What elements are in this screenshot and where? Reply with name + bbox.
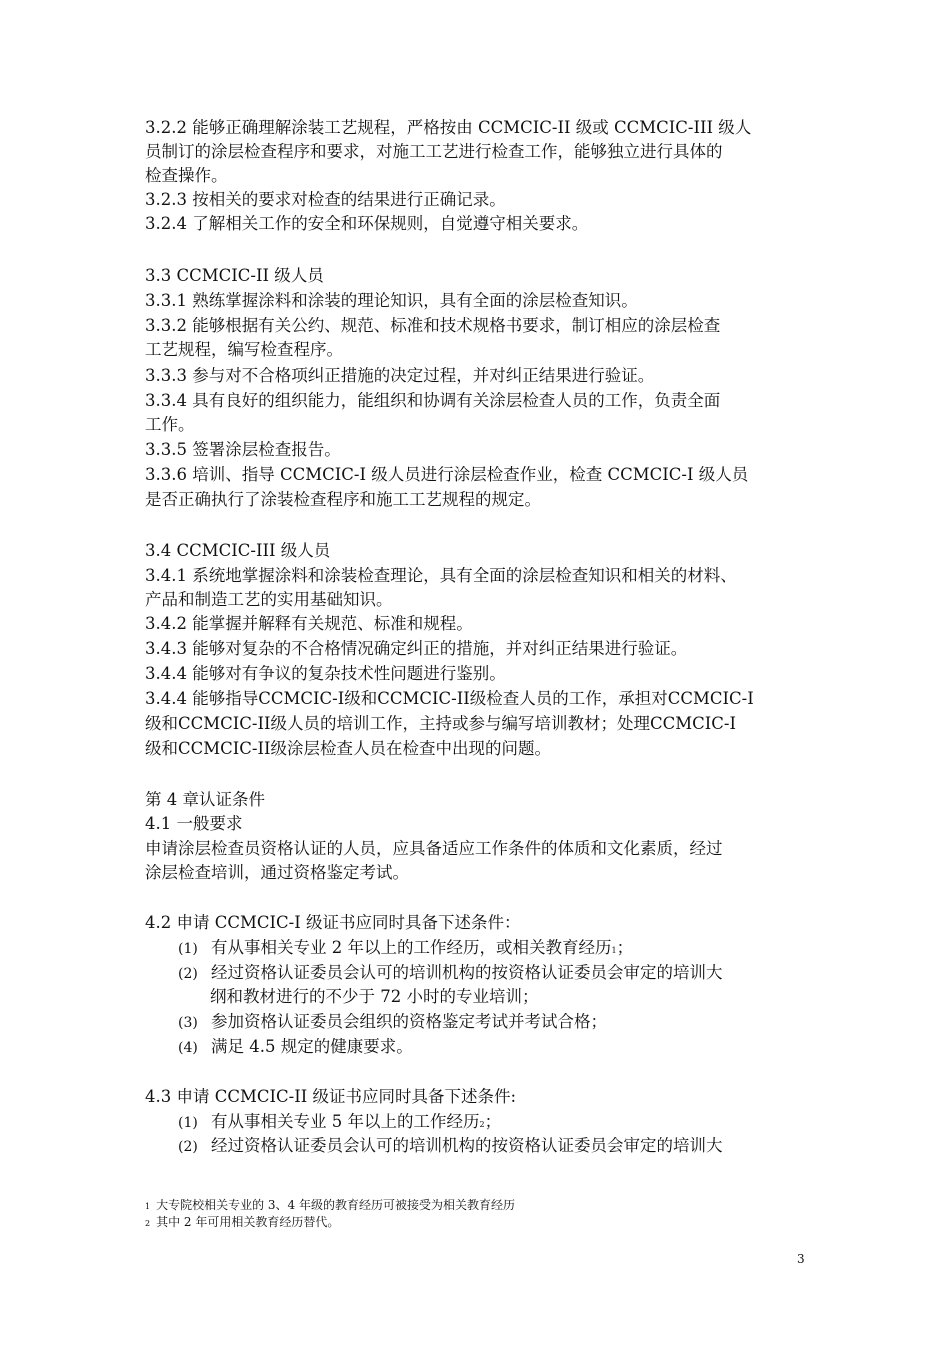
- text-line: 3.3.3 参与对不合格项纠正措施的决定过程，并对纠正结果进行验证。: [145, 366, 655, 385]
- list-item: [178, 1035, 810, 1060]
- text-line: 3.2.2 能够正确理解涂装工艺规程，严格按由 CCMCIC-II 级或 CCMCIC-III 级人: [145, 118, 752, 137]
- section-heading: 3.3 CCMCIC-II 级人员: [145, 266, 324, 285]
- section-heading: 4.3 申请 CCMCIC-II 级证书应同时具备下述条件:: [145, 1087, 517, 1106]
- list-item-continuation: 纲和教材进行的不少于 72 小时的专业培训；: [210, 987, 539, 1006]
- section-heading: 4.2 申请 CCMCIC-I 级证书应同时具备下述条件：: [145, 913, 521, 932]
- list-number: (2): [178, 966, 198, 982]
- text-line: 3.3.1 熟练掌握涂料和涂装的理论知识，具有全面的涂层检查知识。: [145, 291, 638, 310]
- footnote-mark: 2: [145, 1219, 151, 1228]
- text-line: 3.3.5 签署涂层检查报告。: [145, 440, 341, 459]
- list-text: 有从事相关专业 2 年以上的工作经历，或相关教育经历: [211, 938, 612, 957]
- chapter-heading: 第 4 章认证条件: [145, 790, 265, 809]
- text-line: 3.4.3 能够对复杂的不合格情况确定纠正的措施，并对纠正结果进行验证。: [145, 639, 688, 658]
- text-line: 3.3.4 具有良好的组织能力，能组织和协调有关涂层检查人员的工作，负责全面: [145, 391, 721, 410]
- list-text: 经过资格认证委员会认可的培训机构的按资格认证委员会审定的培训大: [211, 963, 723, 982]
- text-line: 级和CCMCIC-II级涂层检查人员在检查中出现的问题。: [145, 739, 552, 758]
- text-line: 申请涂层检查员资格认证的人员，应具备适应工作条件的体质和文化素质，经过: [145, 839, 723, 858]
- text-line: 涂层检查培训，通过资格鉴定考试。: [145, 863, 409, 882]
- list-number: (4): [178, 1040, 198, 1056]
- text-line: 是否正确执行了涂装检查程序和施工工艺规程的规定。: [145, 490, 541, 509]
- list-number: (3): [178, 1015, 198, 1031]
- list-item: [178, 1110, 810, 1137]
- footnote: [145, 1213, 339, 1233]
- text-line: 3.4.4 能够对有争议的复杂技术性问题进行鉴别。: [145, 664, 506, 683]
- list-item: [178, 961, 810, 986]
- list-item: [178, 936, 810, 963]
- page-number: 3: [797, 1252, 805, 1266]
- text-line: 工艺规程，编写检查程序。: [145, 340, 343, 359]
- text-line: 3.3.6 培训、指导 CCMCIC-I 级人员进行涂层检查作业，检查 CCMCIC-I 级人员: [145, 465, 749, 484]
- list-text: 参加资格认证委员会组织的资格鉴定考试并考试合格；: [211, 1012, 607, 1031]
- section-heading: 3.4 CCMCIC-III 级人员: [145, 541, 331, 560]
- text-line: 工作。: [145, 415, 195, 434]
- list-text: 有从事相关专业 5 年以上的工作经历: [211, 1112, 480, 1131]
- list-text-end: ；: [484, 1112, 502, 1131]
- text-line: 员制订的涂层检查程序和要求，对施工工艺进行检查工作，能够独立进行具体的: [145, 142, 723, 161]
- text-line: 3.2.4 了解相关工作的安全和环保规则，自觉遵守相关要求。: [145, 214, 589, 233]
- list-text-end: ；: [616, 938, 634, 957]
- text-line: 3.3.2 能够根据有关公约、规范、标准和技术规格书要求，制订相应的涂层检查: [145, 316, 721, 335]
- section-heading: 4.1 一般要求: [145, 814, 243, 833]
- footnote-text: 其中 2 年可用相关教育经历替代。: [156, 1215, 340, 1229]
- list-item: [178, 1134, 810, 1159]
- list-number: (1): [178, 941, 198, 957]
- footnote-ref: 2: [479, 1120, 485, 1129]
- text-line: 3.4.1 系统地掌握涂料和涂装检查理论，具有全面的涂层检查知识和相关的材料、: [145, 566, 737, 585]
- text-line: 3.2.3 按相关的要求对检查的结果进行正确记录。: [145, 190, 506, 209]
- list-text: 经过资格认证委员会认可的培训机构的按资格认证委员会审定的培训大: [211, 1136, 723, 1155]
- list-number: (1): [178, 1115, 198, 1131]
- list-number: (2): [178, 1139, 198, 1155]
- text-line: 产品和制造工艺的实用基础知识。: [145, 590, 393, 609]
- text-line: 3.4.4 能够指导CCMCIC-I级和CCMCIC-II级检查人员的工作，承担对CCMCIC-I: [145, 689, 754, 708]
- list-text: 满足 4.5 规定的健康要求。: [211, 1037, 413, 1056]
- footnote-text: 大专院校相关专业的 3、4 年级的教育经历可被接受为相关教育经历: [156, 1198, 515, 1212]
- footnote-mark: 1: [145, 1202, 151, 1211]
- footnote-ref: 1: [611, 946, 617, 955]
- text-line: 3.4.2 能掌握并解释有关规范、标准和规程。: [145, 614, 473, 633]
- text-line: 检查操作。: [145, 166, 228, 185]
- list-item: [178, 1010, 810, 1035]
- text-line: 级和CCMCIC-II级人员的培训工作，主持或参与编写培训教材；处理CCMCIC-I: [145, 714, 737, 733]
